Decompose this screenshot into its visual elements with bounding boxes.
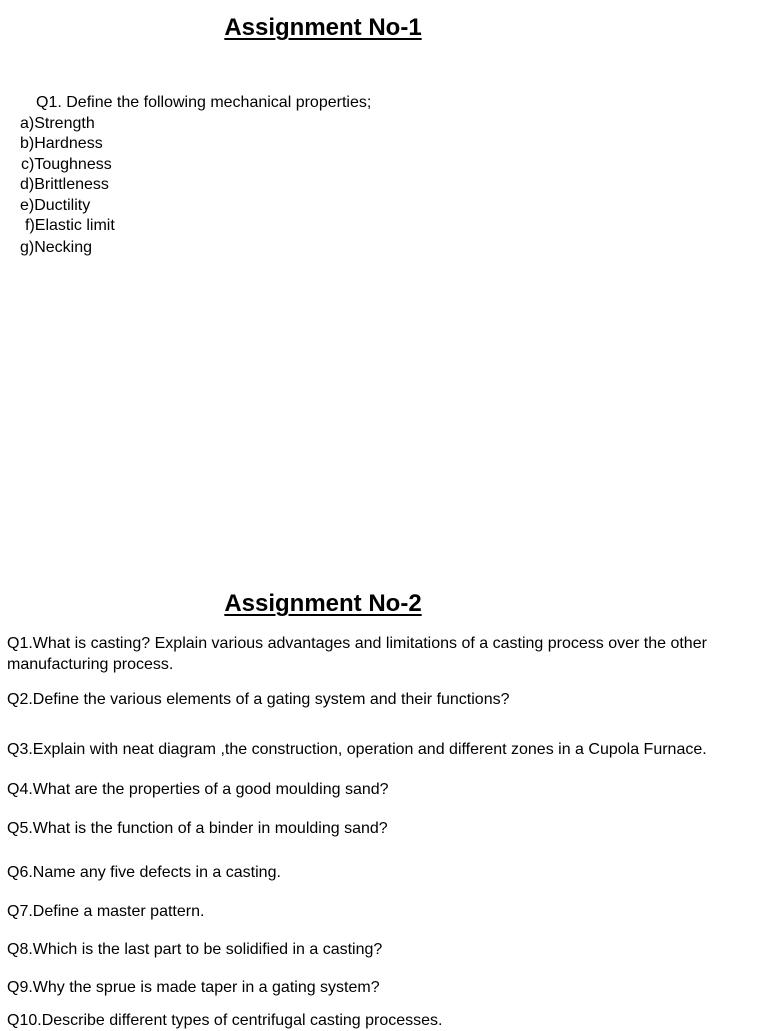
question-1-line-1: Q1.What is casting? Explain various advantages and limitations of a casting process over the other: [7, 635, 707, 652]
question-1-line-2: manufacturing process.: [7, 656, 174, 673]
assignment-1-title: Assignment No-1: [224, 14, 422, 41]
property-item-strength: a)Strength: [20, 115, 95, 132]
question-6: Q6.Name any five defects in a casting.: [7, 864, 281, 881]
property-item-necking: g)Necking: [20, 239, 93, 256]
question-7: Q7.Define a master pattern.: [7, 903, 205, 920]
question-10: Q10.Describe different types of centrifugal casting processes.: [7, 1012, 443, 1029]
property-item-toughness: c)Toughness: [21, 156, 112, 173]
property-item-hardness: b)Hardness: [20, 135, 103, 152]
question-8: Q8.Which is the last part to be solidified in a casting?: [7, 941, 383, 958]
property-item-brittleness: d)Brittleness: [20, 176, 109, 193]
question-9: Q9.Why the sprue is made taper in a gating system?: [7, 979, 380, 996]
assignment-2-title: Assignment No-2: [224, 590, 422, 617]
property-item-ductility: e)Ductility: [20, 197, 91, 214]
question-2: Q2.Define the various elements of a gating system and their functions?: [7, 691, 510, 708]
assignment-1-question: Q1. Define the following mechanical properties;: [36, 94, 372, 111]
question-5: Q5.What is the function of a binder in moulding sand?: [7, 820, 388, 837]
question-3: Q3.Explain with neat diagram ,the construction, operation and different zones in a Cupola Furnace.: [7, 741, 707, 758]
property-item-elastic-limit: f)Elastic limit: [25, 217, 115, 234]
question-4: Q4.What are the properties of a good moulding sand?: [7, 781, 389, 798]
